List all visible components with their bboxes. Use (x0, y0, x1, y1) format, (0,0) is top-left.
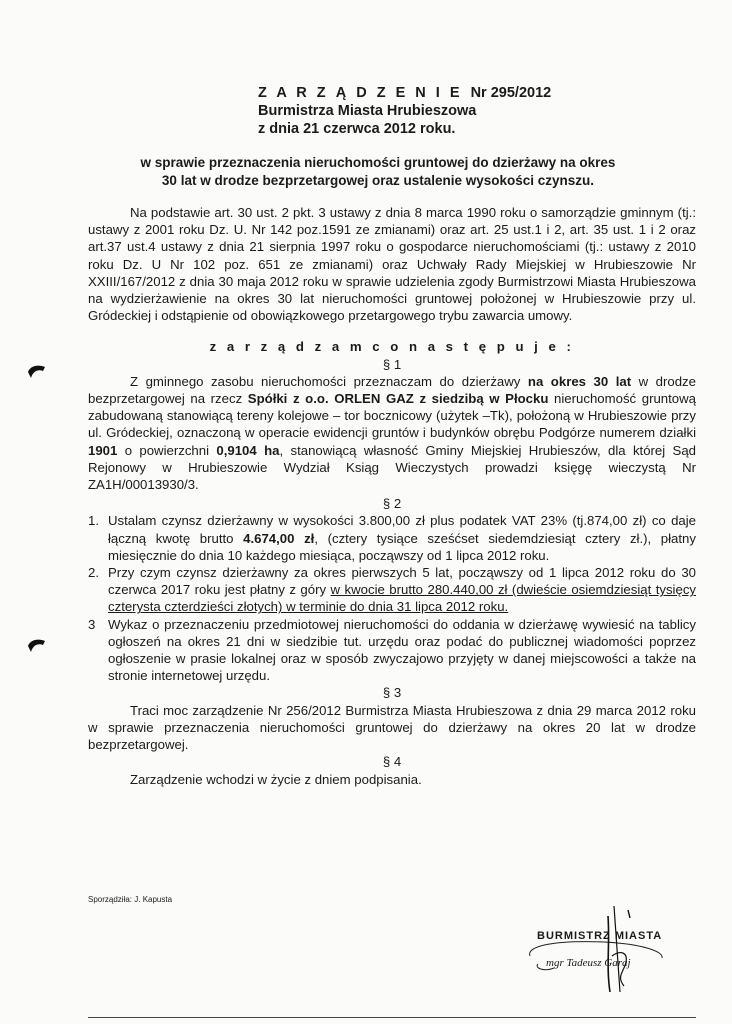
s2-item-2-text: Przy czym czynsz dzierżawny za okres pierwszych 5 lat, począwszy od 1 lipca 2012 roku do 30 czerwca 2017 roku jest płatny z góry (108, 565, 696, 598)
decree-heading: z a r z ą d z a m c o n a s t ę p u j e : (209, 339, 575, 355)
subject-line-1: w sprawie przeznaczenia nieruchomości gruntowej do dzierżawy na okres (140, 155, 616, 170)
binder-mark-icon (26, 362, 46, 380)
list-number: 2. (88, 565, 99, 581)
document-subject (60, 154, 696, 190)
title-line-2: Burmistrza Miasta Hrubieszowa (258, 103, 477, 119)
list-item (88, 564, 696, 616)
s1-bold-2: Spółki z o.o. ORLEN GAZ z siedzibą w Płocku (247, 391, 549, 407)
list-number: 1. (88, 513, 99, 529)
s1-bold-4: 0,9104 ha (216, 442, 280, 458)
section-1-sign: § 1 (382, 356, 402, 372)
section-3-paragraph: Traci moc zarządzenie Nr 256/2012 Burmistrza Miasta Hrubieszowa z dnia 29 marca 2012 roku w sprawie przeznaczenia nieruchomości gruntowej do dzierżawy na okres 20 lat w drodze bezprzetargowej. (88, 702, 696, 753)
title-line-3: z dnia 21 czerwca 2012 roku. (258, 121, 456, 137)
s2-item-1-bold: 4.674,00 zł (243, 530, 315, 546)
list-number: 3 (88, 616, 96, 632)
section-3-sign: § 3 (382, 685, 402, 701)
bottom-rule (88, 1017, 696, 1018)
section-4-paragraph: Zarządzenie wchodzi w życie z dniem podpisania. (130, 771, 422, 787)
subject-line-2: 30 lat w drodze bezprzetargowej oraz ustalenie wysokości czynszu. (161, 173, 595, 188)
section-2-list (88, 512, 696, 684)
stamp-title: BURMISTRZ MIASTA (537, 930, 663, 942)
s1-text-4: o powierzchni (117, 442, 217, 458)
s1-text-3: nieruchomość gruntową zabudowaną stanowiącą tereny kolejowe – tor bocznicowy (użytek –Tk), położoną w Hrubieszowie przy ul. Gródeckiej, oznaczoną w operacie ewidencji gruntów i budynków obrębu Podgórze numerem działki (88, 391, 696, 441)
section-1-paragraph (88, 373, 696, 493)
list-item (88, 616, 696, 685)
binder-mark-icon (26, 636, 46, 654)
s2-item-3-text: Wykaz o przeznaczeniu przedmiotowej nieruchomości do oddania w dzierżawę wywiesić na tablicy ogłoszeń na okres 21 dni w siedzibie tut. urzędu oraz podać do publicznej wiadomości poprzez ogłoszenie w prasie lokalnej oraz w sposób zwyczajowo przyjęty w danej miejscowości a także na stronie internetowej urzędu. (108, 616, 696, 684)
document-body (88, 204, 696, 788)
s1-text-1: Z gminnego zasobu nieruchomości przeznaczam do dzierżawy (130, 373, 528, 389)
title-word: Z A R Z Ą D Z E N I E (258, 85, 463, 101)
s1-text-2: w drodze bezprzetargowej na rzecz (88, 373, 696, 407)
mayor-stamp-signature (524, 906, 674, 994)
s1-bold-1: na okres 30 lat (527, 373, 632, 389)
s2-item-2-underlined: w kwocie brutto 280.440,00 zł (dwieście osiemdziesiąt tysięcy czterysta czterdzieści złotych) w terminie do dnia 31 lipca 2012 roku. (108, 582, 697, 615)
document-title (258, 84, 551, 138)
s1-bold-3: 1901 (88, 442, 118, 458)
stamp-name: mgr Tadeusz Garaj (546, 957, 631, 969)
s2-item-1-text-2: , (cztery tysiące sześćset siedemdziesiąt cztery zł.), płatny miesięcznie do dnia 10 każdego miesiąca, począwszy od 1 lipca 2012 roku. (108, 530, 696, 563)
prepared-by-note: Sporządziła: J. Kapusta (88, 895, 173, 904)
title-line-1 (258, 84, 551, 102)
preamble-paragraph: Na podstawie art. 30 ust. 2 pkt. 3 ustawy z dnia 8 marca 1990 roku o samorządzie gminnym (tj.: ustawy z 2001 roku Dz. U. Nr 142 poz.1591 ze zmianami) oraz art. 25 ust.1 i 2, art. 35 ust. 1 i 2 oraz art.37 ust.4 ustawy z dnia 21 sierpnia 1997 roku o gospodarce nieruchomościami (tj.: ustawy z 2010 roku Dz. U Nr 102 poz. 651 ze zmianami) oraz Uchwały Rady Miejskiej w Hrubieszowie Nr XXIII/167/2012 z dnia 30 maja 2012 roku w sprawie udzielenia zgody Burmistrzowi Miasta Hrubieszowa na wydzierżawienie na okres 30 lat nieruchomości gruntowej położonej w Hrubieszowie przy ul. Gródeckiej i odstąpienie od obowiązkowego przetargowego trybu zawarcia umowy. (88, 205, 696, 324)
s1-text-5: , stanowiącą własność Gminy Miejskiej Hrubieszów, dla której Sąd Rejonowy w Hrubieszowie Wydział Ksiąg Wieczystych prowadzi księgę wieczystą Nr ZA1H/00013930/3. (88, 442, 697, 493)
section-4-sign: § 4 (382, 754, 402, 770)
list-item (88, 512, 696, 564)
title-number: Nr 295/2012 (470, 85, 552, 101)
s2-item-1-text-1: Ustalam czynsz dzierżawny w wysokości 3.800,00 zł plus podatek VAT 23% (tj.874,00 zł) co daje łączną kwotę brutto (108, 513, 696, 546)
section-2-sign: § 2 (382, 496, 402, 512)
